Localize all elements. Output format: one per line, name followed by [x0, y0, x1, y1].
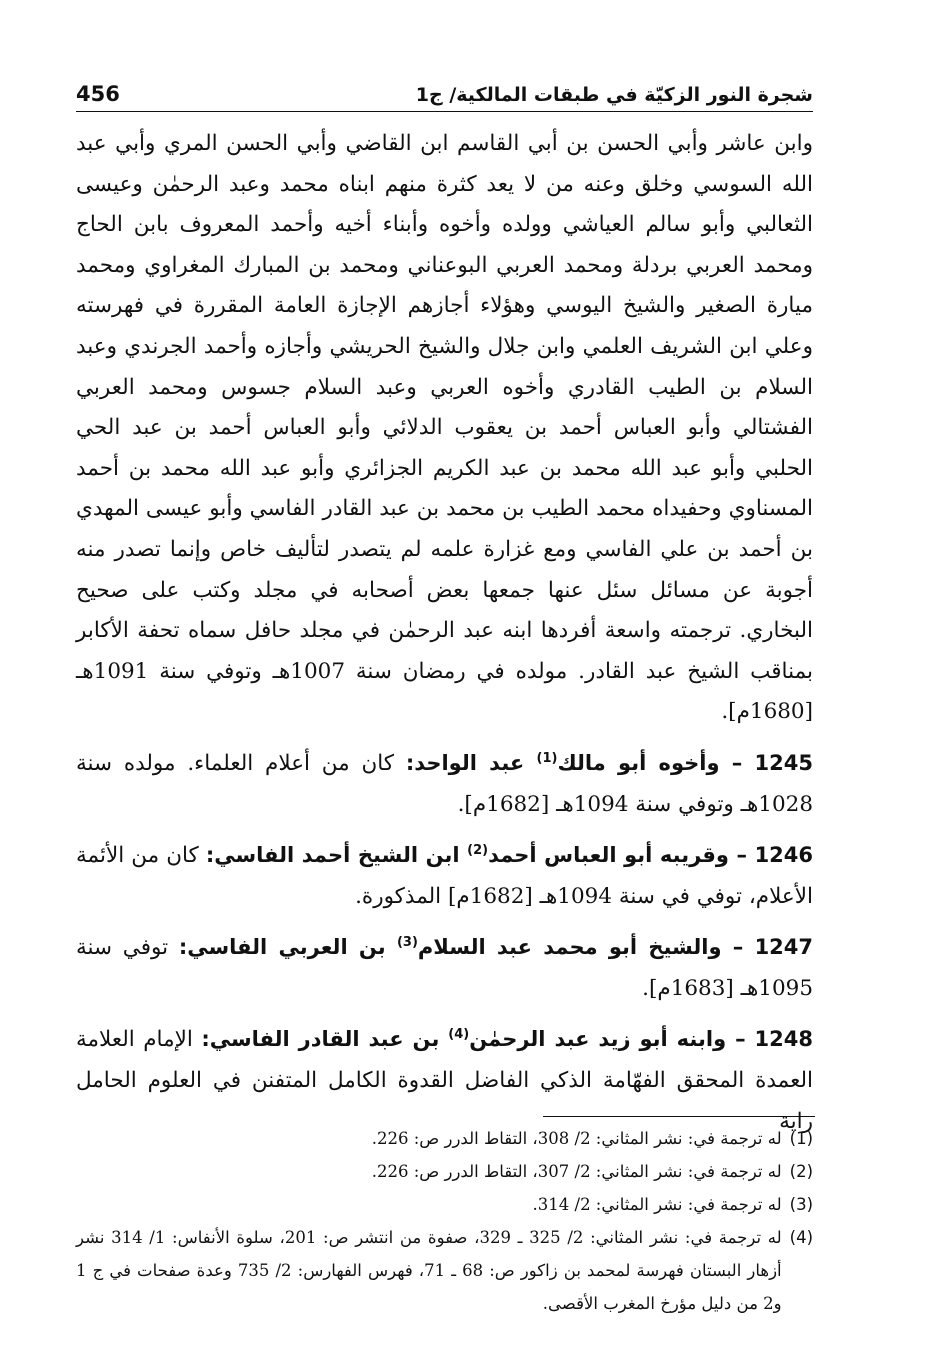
entry-number: 1248 — [754, 1027, 813, 1052]
entry-name: والشيخ أبو محمد عبد السلام — [417, 935, 722, 960]
entry-name: وابنه أبو زيد عبد الرحمٰن — [469, 1027, 727, 1052]
footnote-reference[interactable]: (2) — [467, 843, 489, 859]
footnote-text: له ترجمة في: نشر المثاني: 2/ 314. — [532, 1195, 782, 1214]
page-header — [76, 74, 813, 106]
entry-text: توفي سنة 1095هـ [1683م]. — [76, 935, 813, 1001]
entry-name-continued: عبد الواحد: — [405, 750, 537, 775]
entry-number: 1246 — [754, 843, 814, 868]
entry-name: وأخوه أبو مالك — [557, 750, 720, 775]
page-number: 456 — [76, 82, 120, 106]
footnote-reference[interactable]: (4) — [448, 1027, 470, 1043]
footnote-number: (4) — [789, 1228, 813, 1247]
footnote-number: (2) — [789, 1162, 813, 1181]
continued-biography-paragraph: وابن عاشر وأبي الحسن بن أبي القاسم ابن القاضي وأبي الحسن المري وأبي عبد الله السوسي وخلق وعنه من لا يعد كثرة منهم ابناه محمد وعبد الرحمٰن وعيسى الثعالبي وأبو سالم العياشي وولده وأخوه وأبناء أخيه وأحمد المعروف بابن الحاج ومحمد العربي بردلة ومحمد العربي البوعناني ومحمد بن المبارك المغراوي ومحمد ميارة الصغير والشيخ اليوسي وهؤلاء أجازهم الإجازة العامة المقررة في فهرسته وعلي ابن الشريف العلمي وابن جلال والشيخ الحريشي وأجازه وأحمد الجرندي وعبد السلام بن الطيب القادري وأخوه العربي وعبد السلام جسوس ومحمد العربي الفشتالي وأبو العباس أحمد بن يعقوب الدلائي وأبو العباس أحمد بن عبد الحي الحلبي وأبو عبد الله محمد بن عبد الكريم الجزائري وأبو عبد الله محمد بن أحمد المسناوي وحفيداه محمد الطيب بن محمد بن عبد القادر الفاسي وأبو عيسى المهدي بن أحمد بن علي الفاسي ومع غزارة علمه لم يتصدر لتأليف خاص وإنما تصدر منه أجوبة عن مسائل سئل عنها جمعها بعض أصحابه في مجلد وكتب على صحيح البخاري. ترجمته واسعة أفردها ابنه عبد الرحمٰن في مجلد حافل سماه تحفة الأكابر بمناقب الشيخ عبد القادر. مولده في رمضان سنة 1007هـ وتوفي سنة 1091هـ [1680م]. — [76, 131, 814, 725]
footnote-text: له ترجمة في: نشر المثاني: 2/ 325 ـ 329، صفوة من انتشر ص: 201، سلوة الأنفاس: 1/ 314 نشر أزهار البستان فهرسة لمحمد بن زاكور ص: 68 ـ 71، فهرس الفهارس: 2/ 735 وعدة صفحات في ج 1 و2 من دليل مؤرخ المغرب الأقصى. — [76, 1228, 782, 1313]
footnotes — [76, 1122, 813, 1320]
footnote-reference[interactable]: (1) — [536, 750, 558, 766]
entry-heading: 1246 – وقريبه أبو العباس أحمد$^{(2)}$ ابن الشيخ أحمد الفاسي: — [205, 843, 814, 868]
footnote-text: له ترجمة في: نشر المثاني: 2/ 307، التقاط الدرر ص: 226. — [371, 1162, 782, 1181]
footnote-reference[interactable]: (3) — [396, 935, 418, 951]
entry-text: كان من أعلام العلماء. مولده سنة 1028هـ وتوفي سنة 1094هـ [1682م]. — [76, 750, 813, 817]
entry-number: 1247 — [754, 935, 814, 960]
footnote-text: له ترجمة في: نشر المثاني: 2/ 308، التقاط الدرر ص: 226. — [371, 1129, 782, 1148]
footnote-number: (1) — [789, 1129, 813, 1148]
page-body — [76, 124, 813, 1142]
header-divider — [76, 111, 813, 112]
entry-text: كان من الأئمة الأعلام، توفي في سنة 1094هـ [1682م] المذكورة. — [76, 843, 813, 909]
footnote-4 — [76, 1221, 813, 1320]
footnote-2 — [76, 1155, 813, 1188]
biography-entry-1247 — [76, 927, 813, 1009]
entry-heading: 1245 – وأخوه أبو مالك$^{(1)}$ عبد الواحد: — [405, 750, 813, 775]
entry-heading: 1247 – والشيخ أبو محمد عبد السلام$^{(3)}$ بن العربي الفاسي: — [178, 935, 814, 960]
footnote-1 — [76, 1122, 813, 1155]
footnote-number: (3) — [789, 1195, 813, 1214]
footnote-divider — [543, 1116, 815, 1117]
entry-name: وقريبه أبو العباس أحمد — [488, 843, 729, 868]
biography-entry-1246 — [76, 835, 813, 917]
entry-heading: 1248 – وابنه أبو زيد عبد الرحمٰن$^{(4)}$ بن عبد القادر الفاسي: — [201, 1027, 813, 1052]
entry-text: الإمام العلامة العمدة المحقق الفهّامة الذكي الفاضل القدوة الكامل المتفنن في العلوم الحامل راية — [76, 1027, 813, 1134]
entry-name-continued: بن عبد القادر الفاسي: — [201, 1027, 449, 1052]
biography-entry-1245 — [76, 743, 813, 825]
entry-name-continued: بن العربي الفاسي: — [178, 935, 397, 960]
entry-number: 1245 — [754, 750, 813, 775]
footnote-3 — [76, 1188, 813, 1221]
running-title: شجرة النور الزكيّة في طبقات المالكية/ ج1 — [415, 84, 813, 106]
entry-name-continued: ابن الشيخ أحمد الفاسي: — [205, 843, 468, 868]
